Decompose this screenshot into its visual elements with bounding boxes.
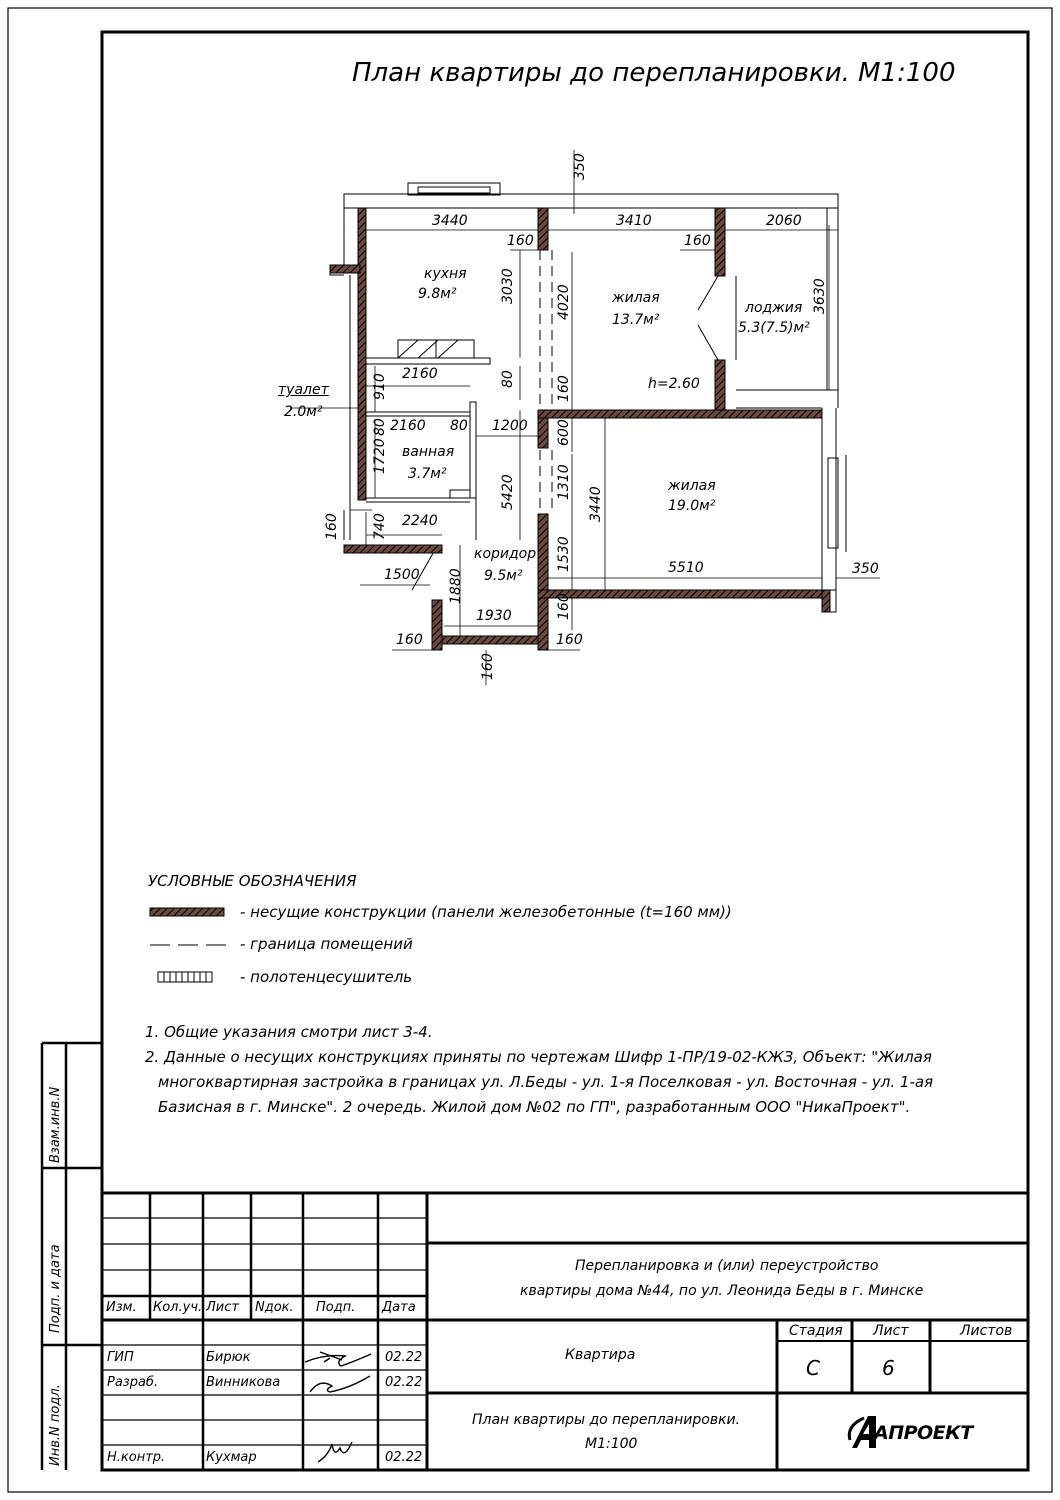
side-stamp-vzam: Взам.инв.N	[48, 1086, 63, 1163]
dimension-label: 2160	[402, 366, 438, 382]
dimension-label: 1930	[476, 608, 512, 624]
legend-item: - несущие конструкции (панели железобетонные (t=160 мм))	[240, 903, 732, 921]
tb-role: Н.контр.	[107, 1450, 166, 1465]
dimension-label: 160	[507, 233, 534, 249]
tb-sheet-value: 6	[882, 1356, 895, 1380]
tb-drawing-line1: План квартиры до перепланировки.	[472, 1412, 741, 1428]
tb-role: Разраб.	[107, 1375, 159, 1390]
tb-project-line1: Перепланировка и (или) переустройство	[575, 1258, 879, 1274]
dimension-label: 160	[684, 233, 711, 249]
room-label: жилая	[668, 478, 716, 494]
tb-sheet-label: Лист	[873, 1323, 909, 1339]
room-area: 5.3(7.5)м²	[738, 320, 810, 336]
dimension-label: 160	[556, 593, 572, 620]
tb-name: Кухмар	[206, 1450, 257, 1465]
dimension-label: 2060	[766, 213, 802, 229]
tb-stage-label: Стадия	[789, 1323, 843, 1339]
dimension-label: 350	[572, 153, 588, 180]
room-label: жилая	[612, 290, 660, 306]
tb-header-list: Лист	[206, 1300, 239, 1315]
dimension-label: 1310	[556, 464, 572, 500]
room-label: туалет	[278, 382, 329, 398]
dimension-label: 2240	[402, 513, 438, 529]
dimension-label: 160	[396, 632, 423, 648]
note-line: Базисная в г. Минске". 2 очередь. Жилой дом №02 по ГП", разработанным ООО "НикаПроект".	[158, 1098, 911, 1116]
dimension-label: 4020	[556, 284, 572, 320]
dimension-label: 160	[324, 513, 340, 540]
note-line: многоквартирная застройка в границах ул. Л.Беды - ул. 1-я Поселковая - ул. Восточная - ул. 1-ая	[158, 1073, 934, 1091]
dimension-label: 350	[852, 561, 879, 577]
note-line: 2. Данные о несущих конструкциях приняты по чертежам Шифр 1-ПР/19-02-КЖЗ, Объект: "Жилая	[145, 1048, 932, 1066]
dimension-label: 1500	[384, 567, 420, 583]
tb-sheets-label: Листов	[960, 1323, 1013, 1339]
dimension-label: 160	[480, 653, 496, 680]
logo-text: АПРОЕКТ	[874, 1422, 973, 1444]
room-label: ванная	[402, 444, 455, 460]
dimension-label: 160	[556, 632, 583, 648]
room-label: коридор	[474, 546, 537, 562]
tb-date: 02.22	[385, 1350, 423, 1365]
tb-role: ГИП	[107, 1350, 134, 1365]
dimension-label: 5510	[668, 560, 704, 576]
tb-header-data: Дата	[382, 1300, 416, 1315]
room-area: 3.7м²	[408, 466, 447, 482]
ceiling-height: h=2.60	[648, 376, 700, 392]
dimension-label: 1720	[372, 438, 388, 474]
dimension-label: 160	[556, 375, 572, 402]
dimension-label: 5420	[500, 474, 516, 510]
dimension-label: 80	[450, 418, 468, 434]
dimension-label: 3030	[500, 268, 516, 304]
tb-header-koluch: Кол.уч.	[153, 1300, 203, 1315]
side-stamp-podp: Подп. и дата	[48, 1244, 63, 1333]
dimension-label: 80	[372, 418, 388, 436]
dimension-label: 3440	[588, 486, 604, 522]
room-area: 2.0м²	[284, 404, 323, 420]
room-area: 19.0м²	[668, 498, 716, 514]
room-area: 9.8м²	[418, 286, 457, 302]
dimension-label: 80	[500, 370, 516, 388]
room-area: 13.7м²	[612, 312, 660, 328]
tb-project-line2: квартиры дома №44, по ул. Леонида Беды в г. Минске	[520, 1283, 924, 1299]
tb-object: Квартира	[565, 1347, 636, 1363]
tb-name: Бирюк	[206, 1350, 251, 1365]
tb-date: 02.22	[385, 1375, 423, 1390]
side-stamp-inv: Инв.N подл.	[48, 1384, 63, 1466]
tb-header-ndok: Nдок.	[255, 1300, 294, 1315]
page-title: План квартиры до перепланировки. М1:100	[352, 58, 956, 88]
dimension-label: 1200	[492, 418, 528, 434]
dimension-label: 3440	[432, 213, 468, 229]
tb-header-izm: Изм.	[106, 1300, 137, 1315]
dimension-label: 910	[372, 373, 388, 400]
legend-symbols	[150, 908, 226, 982]
tb-date: 02.22	[385, 1450, 423, 1465]
legend-item: - полотенцесушитель	[240, 968, 413, 986]
legend-item: - граница помещений	[240, 935, 413, 953]
tb-drawing-line2: М1:100	[585, 1436, 638, 1452]
tb-name: Винникова	[206, 1375, 281, 1390]
company-logo	[846, 1410, 976, 1454]
legend-heading: УСЛОВНЫЕ ОБОЗНАЧЕНИЯ	[148, 872, 357, 890]
tb-stage-value: С	[806, 1356, 820, 1380]
dimension-label: 3630	[812, 278, 828, 314]
dimension-label: 740	[372, 513, 388, 540]
room-label: лоджия	[745, 300, 803, 316]
dimension-label: 600	[556, 419, 572, 446]
dimension-label: 1530	[556, 536, 572, 572]
note-line: 1. Общие указания смотри лист 3-4.	[145, 1023, 433, 1041]
dimension-label: 2160	[390, 418, 426, 434]
dimension-label: 3410	[616, 213, 652, 229]
room-label: кухня	[424, 266, 467, 282]
dimension-label: 1880	[448, 568, 464, 604]
room-area: 9.5м²	[484, 568, 523, 584]
tb-header-podp: Подп.	[316, 1300, 356, 1315]
